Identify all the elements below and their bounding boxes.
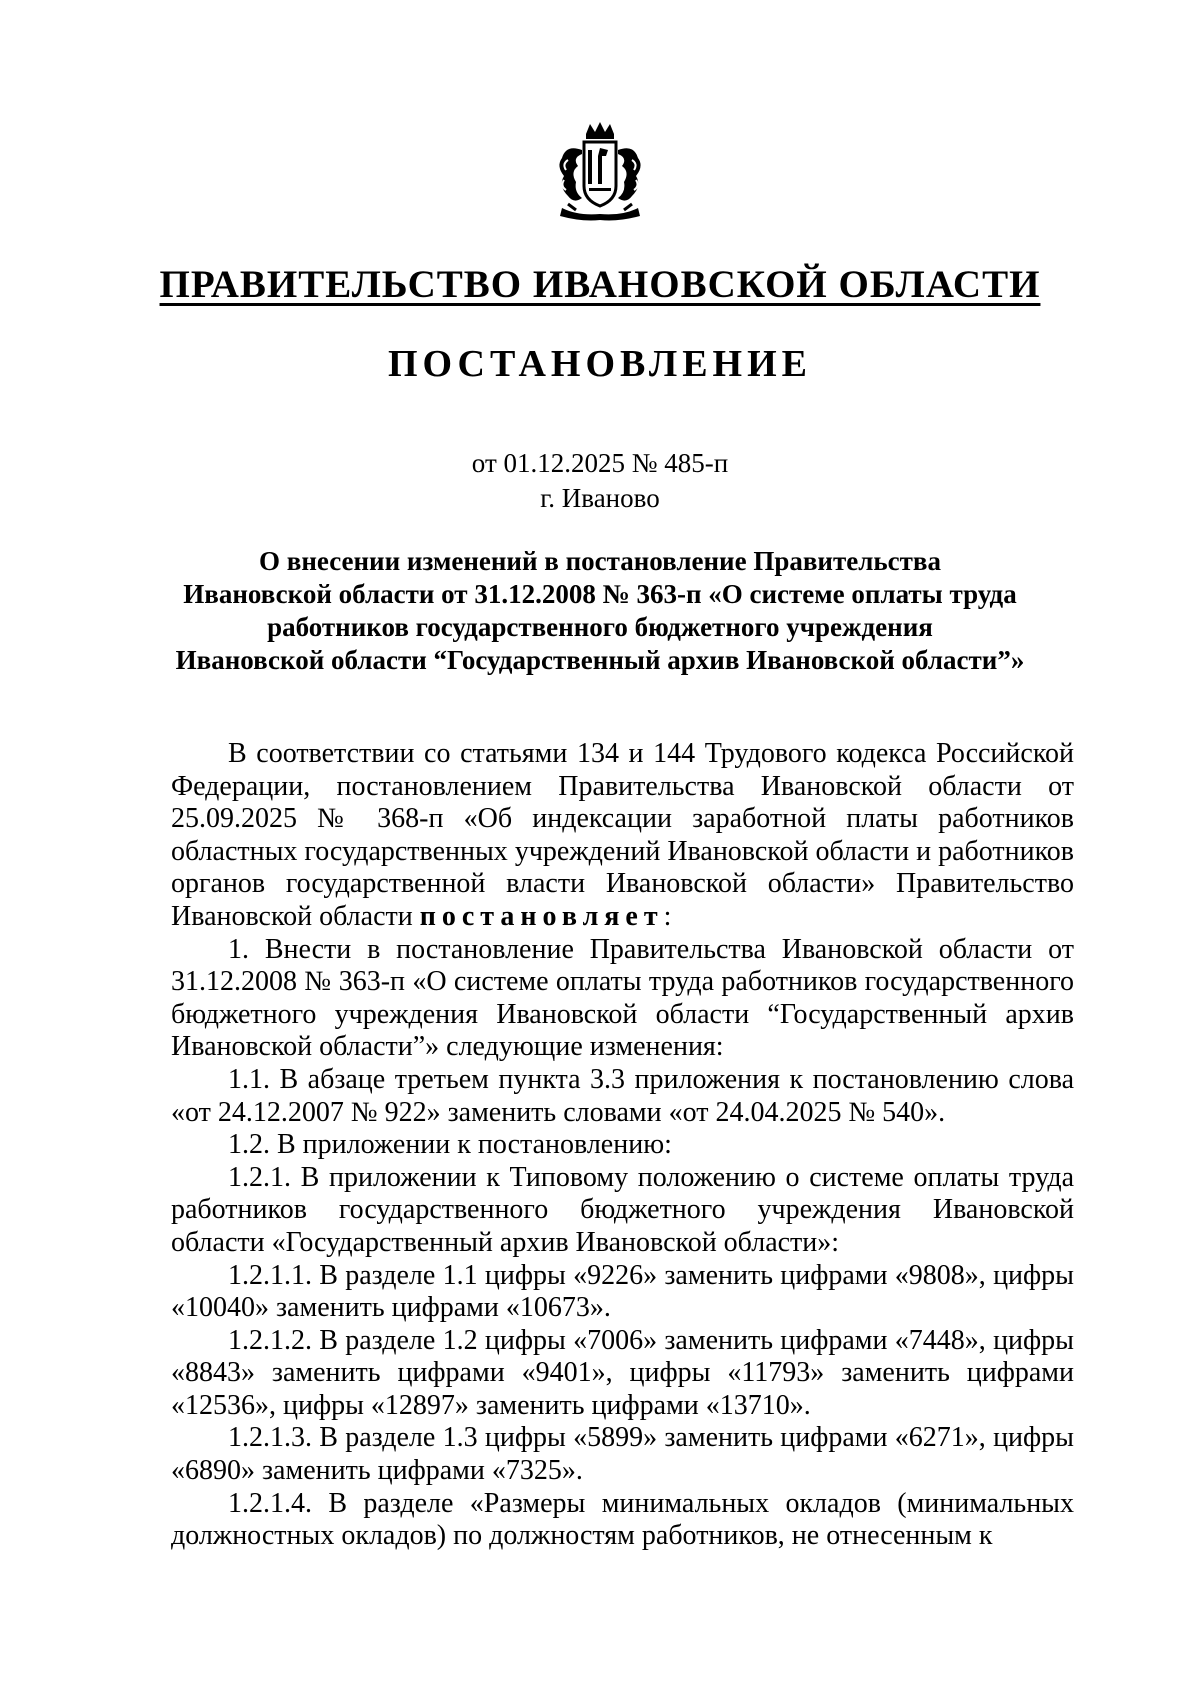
- document-subject: [150, 545, 1050, 677]
- body-paragraph: 1.2.1.2. В разделе 1.2 цифры «7006» заменить цифрами «7448», цифры «8843» заменить цифрами «9401», цифры «11793» заменить цифрами «12536», цифры «12897» заменить цифрами «13710».: [171, 1324, 1074, 1421]
- body-paragraph: 1.2.1. В приложении к Типовому положению о системе оплаты труда работников государственного бюджетного учреждения Ивановской области «Государственный архив Ивановской области»:: [171, 1161, 1074, 1258]
- document-body: [171, 738, 1074, 1553]
- subject-line: О внесении изменений в постановление Правительства: [259, 546, 941, 576]
- subject-line: работников государственного бюджетного учреждения: [267, 612, 933, 642]
- coat-of-arms-icon: [548, 120, 652, 224]
- decree-colon: :: [663, 900, 672, 932]
- body-paragraph: 1. Внести в постановление Правительства Ивановской области от 31.12.2008 № 363-п «О системе оплаты труда работников государственного бюджетного учреждения Ивановской области “Государственный архив Ивановской области”» следующие изменения:: [171, 933, 1074, 1063]
- document-meta: [0, 446, 1200, 516]
- body-paragraph: 1.2.1.3. В разделе 1.3 цифры «5899» заменить цифрами «6271», цифры «6890» заменить цифрами «7325».: [171, 1422, 1074, 1487]
- body-paragraph: 1.2.1.1. В разделе 1.1 цифры «9226» заменить цифрами «9808», цифры «10040» заменить цифрами «10673».: [171, 1259, 1074, 1324]
- government-title: [0, 262, 1200, 307]
- city: г. Иваново: [540, 483, 660, 513]
- body-paragraph: 1.1. В абзаце третьем пункта 3.3 приложения к постановлению слова «от 24.12.2007 № 922» заменить словами «от 24.04.2025 № 540».: [171, 1063, 1074, 1128]
- government-title-text: ПРАВИТЕЛЬСТВО ИВАНОВСКОЙ ОБЛАСТИ: [159, 263, 1041, 306]
- decree-word: постановляет: [419, 900, 664, 932]
- subject-line: Ивановской области “Государственный архив Ивановской области”»: [175, 645, 1025, 675]
- subject-line: Ивановской области от 31.12.2008 № 363-п «О системе оплаты труда: [183, 579, 1017, 609]
- document-type: ПОСТАНОВЛЕНИЕ: [387, 343, 813, 385]
- body-paragraph: 1.2.1.4. В разделе «Размеры минимальных окладов (минимальных должностных окладов) по должностям работников, не отнесенным к: [171, 1487, 1074, 1552]
- date-number: от 01.12.2025 № 485-п: [471, 448, 729, 478]
- preamble-paragraph: [171, 738, 1074, 934]
- body-paragraph: 1.2. В приложении к постановлению:: [228, 1129, 672, 1161]
- preamble-text: В соответствии со статьями 134 и 144 Трудового кодекса Российской Федерации, постановлением Правительства Ивановской области от 25.09.2025 № 368-п «Об индексации заработной платы работников областных государственных учреждений Ивановской области и работников органов государственной власти Ивановской области» Правительство Ивановской области: [171, 738, 1074, 932]
